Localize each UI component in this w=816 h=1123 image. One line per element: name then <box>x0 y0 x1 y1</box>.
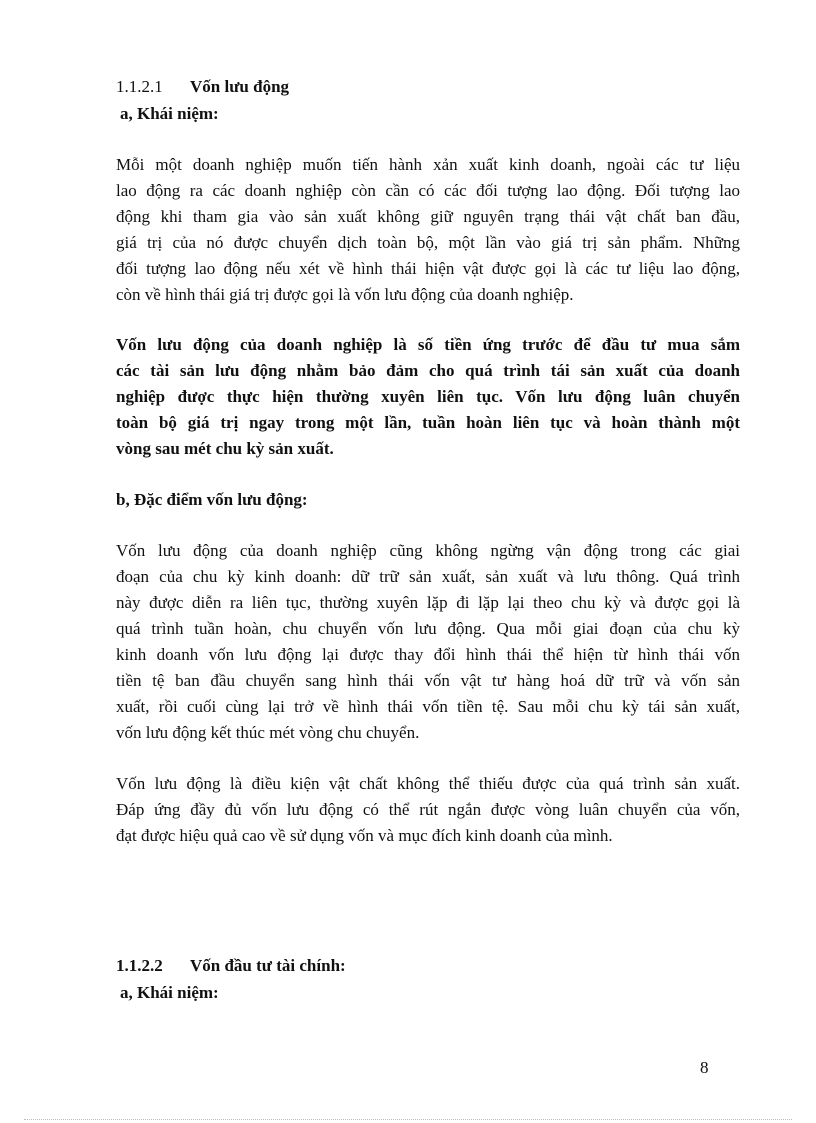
definition-line: vòng sau mét chu kỳ sản xuất. <box>116 439 334 458</box>
paragraph-line: đối tượng lao động nếu xét về hình thái hiện vật được gọi là các tư liệu lao động, <box>116 259 740 278</box>
section-heading-1 <box>116 77 740 97</box>
paragraph-line: kinh doanh vốn lưu động lại được thay đổi hình thái thể hiện từ hình thái vốn <box>116 645 740 664</box>
section-number: 1.1.2.2 <box>116 956 163 975</box>
paragraph-line: Mỗi một doanh nghiệp muốn tiến hành xản xuất kinh doanh, ngoài các tư liệu <box>116 155 740 174</box>
page-number: 8 <box>700 1058 709 1077</box>
definition-line: Vốn lưu động của doanh nghiệp là số tiền ứng trước để đầu tư mua sắm <box>116 335 740 354</box>
paragraph-line: xuất, rồi cuối cùng lại trở về hình thái vốn tiền tệ. Sau mỗi chu kỳ tái sản xuất, <box>116 697 740 716</box>
paragraph-line: Đáp ứng đầy đủ vốn lưu động có thể rút ngắn được vòng luân chuyển của vốn, <box>116 800 740 819</box>
paragraph-line: động khi tham gia vào sản xuất không giữ nguyên trạng thái vật chất ban đầu, <box>116 207 740 226</box>
paragraph-line: lao động ra các doanh nghiệp còn cần có các đối tượng lao động. Đối tượng lao <box>116 181 740 200</box>
definition-line: nghiệp được thực hiện thường xuyên liên tục. Vốn lưu động luân chuyển <box>116 387 740 406</box>
definition-line: toàn bộ giá trị ngay trong một lần, tuần hoàn liên tục và hoàn thành một <box>116 413 740 432</box>
paragraph-line: đạt được hiệu quả cao về sử dụng vốn và mục đích kinh doanh của mình. <box>116 826 613 845</box>
section-title: Vốn đầu tư tài chính: <box>190 956 346 975</box>
paragraph-line: tiền tệ ban đầu chuyển sang hình thái vốn vật tư hàng hoá dữ trữ và vốn sản <box>116 671 740 690</box>
section-heading-2 <box>116 956 740 976</box>
subheading-a: a, Khái niệm: <box>120 104 219 123</box>
paragraph-line: đoạn của chu kỳ kinh doanh: dữ trữ sản xuất, sản xuất và lưu thông. Quá trình <box>116 567 740 586</box>
paragraph-line: vốn lưu động kết thúc mét vòng chu chuyển. <box>116 723 420 742</box>
paragraph-line: Vốn lưu động là điều kiện vật chất không thể thiếu được của quá trình sản xuất. <box>116 774 740 793</box>
subheading-b: b, Đặc điểm vốn lưu động: <box>116 490 308 509</box>
section-number: 1.1.2.1 <box>116 77 163 96</box>
paragraph-line: Vốn lưu động của doanh nghiệp cũng không ngừng vận động trong các giai <box>116 541 740 560</box>
paragraph-line: giá trị của nó được chuyển dịch toàn bộ, một lần vào giá trị sản phẩm. Những <box>116 233 740 252</box>
definition-line: các tài sản lưu động nhằm bảo đảm cho quá trình tái sản xuất của doanh <box>116 361 740 380</box>
paragraph-line: này được diễn ra liên tục, thường xuyên lặp đi lặp lại theo chu kỳ và được gọi là <box>116 593 740 612</box>
subheading-a: a, Khái niệm: <box>120 983 219 1002</box>
paragraph-line: còn về hình thái giá trị được gọi là vốn lưu động của doanh nghiệp. <box>116 285 574 304</box>
section-title: Vốn lưu động <box>190 77 290 96</box>
page-bottom-rule <box>24 1119 792 1120</box>
paragraph-line: quá trình tuần hoàn, chu chuyển vốn lưu động. Qua mỗi giai đoạn của chu kỳ <box>116 619 740 638</box>
